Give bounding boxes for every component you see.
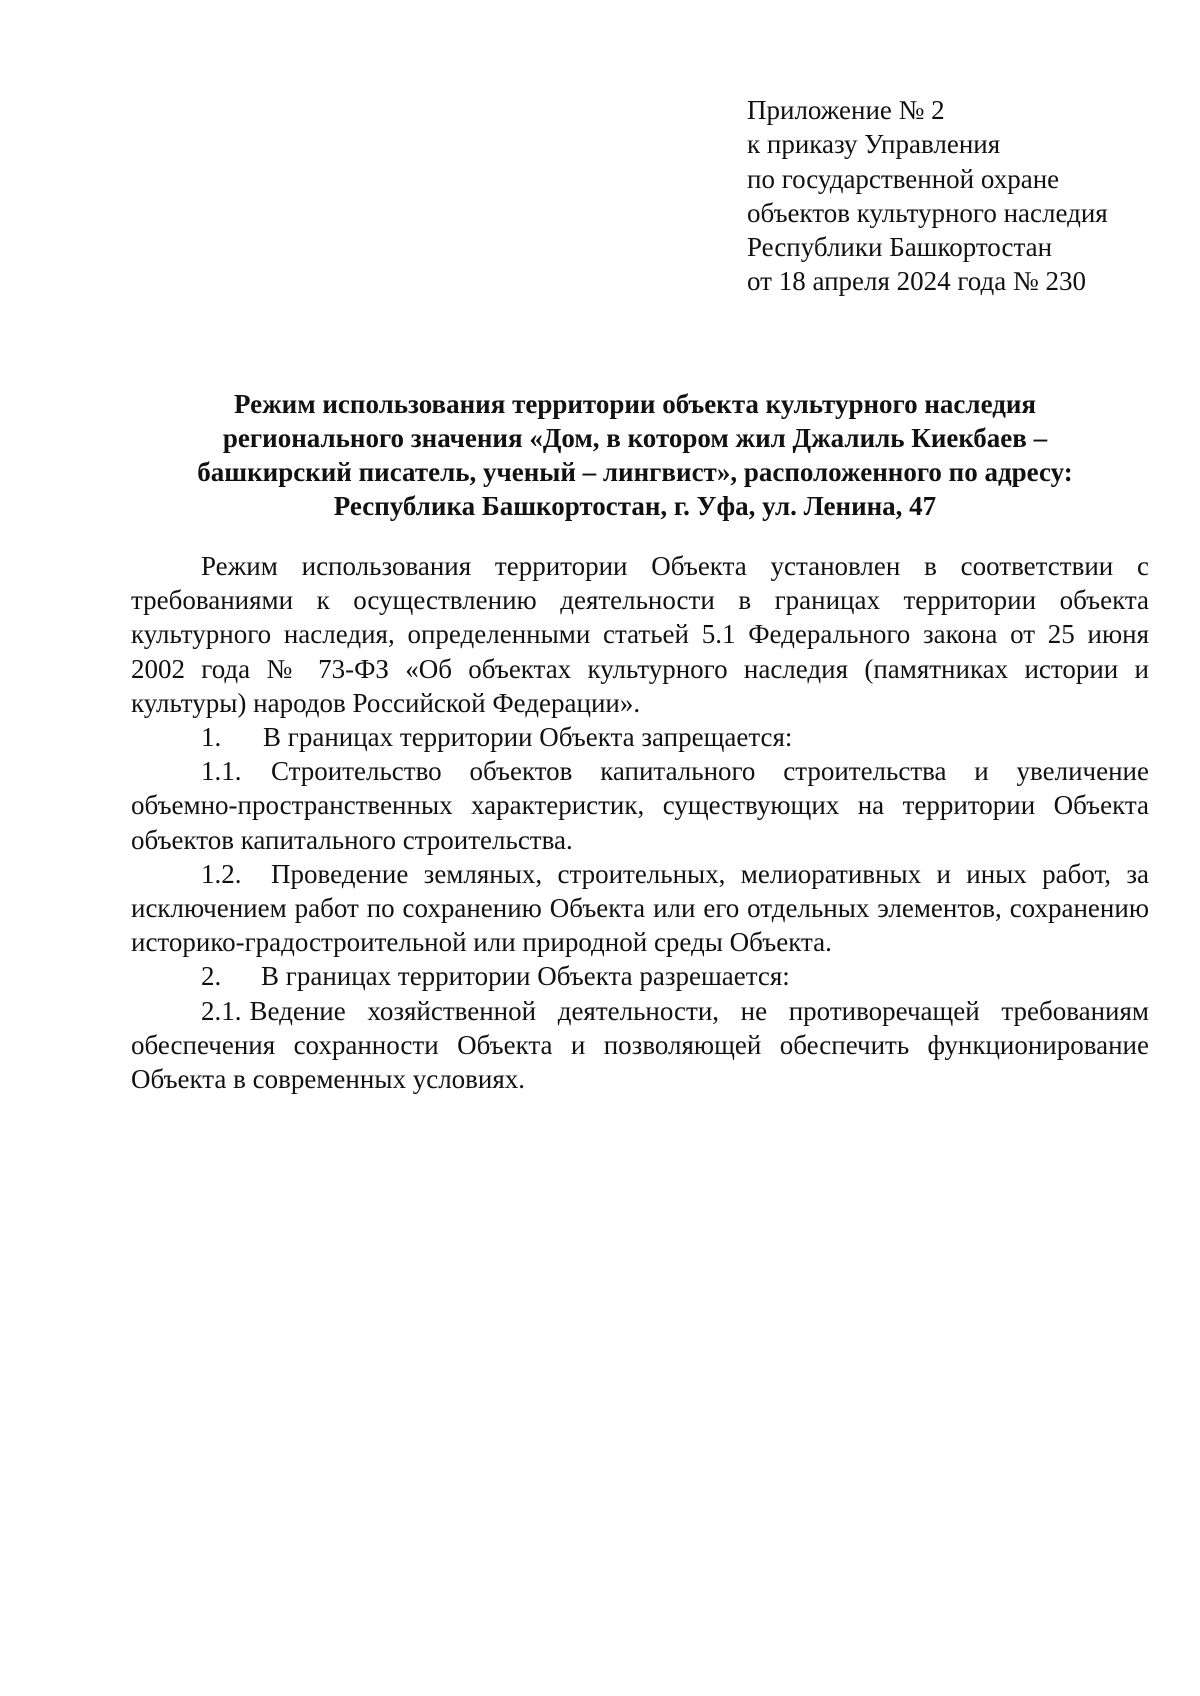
document-title [130, 387, 1140, 523]
item-text: Ведение хозяйственной деятельности, не противоречащей требованиям обеспечения сохранности Объекта и позволяющей обеспечить функционирование Объекта в современных условиях. [131, 995, 1149, 1095]
item-text: Проведение земляных, строительных, мелиоративных и иных работ, за исключением работ по сохранению Объекта или его отдельных элементов, сохранению историко-градостроительной или природной среды Объекта. [131, 858, 1149, 958]
title-line: регионального значения «Дом, в котором жил Джалиль Киекбаев – [222, 423, 1048, 453]
annex-header [747, 93, 1167, 299]
annex-line: Приложение № 2 [747, 95, 945, 125]
annex-line: Республики Башкортостан [747, 232, 1053, 263]
item-text: Строительство объектов капитального строительства и увеличение объемно-пространственных характеристик, существующих на территории Объекта объектов капитального строительства. [131, 756, 1149, 855]
intro-paragraph: Режим использования территории Объекта установлен в соответствии с требованиями к осуществлению деятельности в границах территории объекта культурного наследия, определенными статьей 5.1 Федерального закона от 25 июня 2002 года № 73-ФЗ «Об объектах культурного наследия (памятниках истории и культуры) народов Российской Федерации». [131, 551, 1149, 718]
title-line: Режим использования территории объекта культурного наследия [233, 389, 1037, 419]
list-item [131, 720, 1149, 754]
annex-line: по государственной охране [747, 163, 1060, 194]
list-item [131, 857, 1149, 960]
item-text: В границах территории Объекта запрещается: [263, 722, 793, 753]
title-line: Республика Башкортостан, г. Уфа, ул. Ленина, 47 [333, 491, 937, 521]
annex-line: объектов культурного наследия [747, 197, 1108, 228]
annex-line: от 18 апреля 2024 года № 230 [747, 266, 1087, 297]
title-line: башкирский писатель, ученый – лингвист», расположенного по адресу: [197, 457, 1073, 487]
item-number: 1.2. [201, 858, 242, 889]
item-number: 2. [201, 961, 222, 992]
document-body [131, 549, 1149, 1096]
list-item [131, 994, 1149, 1097]
list-item [131, 959, 1149, 993]
item-number: 1.1. [201, 756, 242, 787]
item-text: В границах территории Объекта разрешается: [261, 961, 790, 992]
annex-line: к приказу Управления [747, 129, 1001, 160]
list-item [131, 754, 1149, 857]
item-number: 1. [201, 722, 222, 753]
item-number: 2.1. [201, 995, 242, 1026]
